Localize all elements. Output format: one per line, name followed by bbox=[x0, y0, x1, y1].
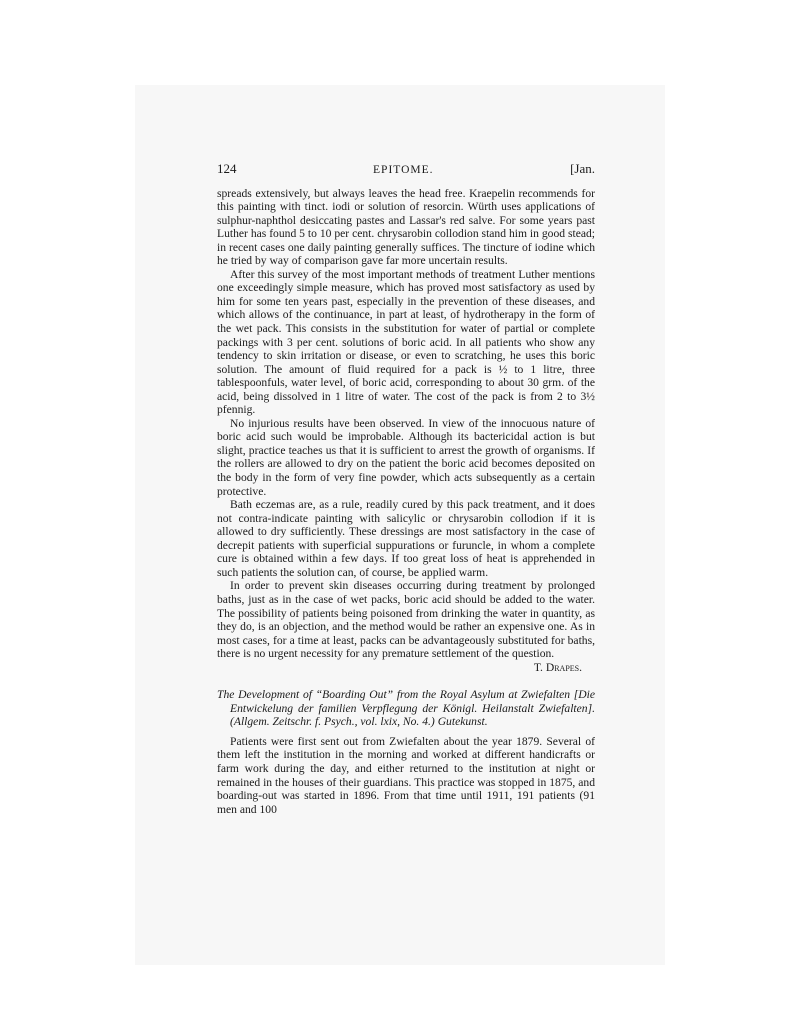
paragraph: Bath eczemas are, as a rule, readily cured by this pack treatment, and it does not contra-indicate painting with salicylic or chrysarobin collodion if it is allowed to dry sufficiently. These dressings are most satisfactory in the case of decrepit patients with superficial suppurations or furuncle, in whom a complete cure is obtained within a few days. If too great loss of heat is apprehended in such patients the solution can, of course, be applied warm. bbox=[217, 498, 595, 579]
paragraph: After this survey of the most important methods of treatment Luther mentions one exceedingly simple measure, which has proved most satisfactory as used by him for some ten years past, especially in the prevention of these diseases, and which allows of the continuance, in part at least, of hydrotherapy in the form of the wet pack. This consists in the substitution for water of partial or complete packings with 3 per cent. solutions of boric acid. In all patients who show any tendency to skin irritation or disease, or even to scratching, he uses this boric solution. The amount of fluid required for a pack is ½ to 1 litre, three tablespoonfuls, water level, of boric acid, corresponding to about 30 grm. of the acid, being dissolved in 1 litre of water. The cost of the pack is from 2 to 3½ pfennig. bbox=[217, 267, 595, 417]
paragraph: spreads extensively, but always leaves the head free. Kraepelin recommends for this painting with tinct. iodi or solution of resorcin. Würth uses applications of sulphur-naphthol desiccating pastes and Lassar's red salve. For some years past Luther has found 5 to 10 per cent. chrysarobin collodion stand him in good stead; in recent cases one daily painting generally suffices. The tincture of iodine which he tried by way of comparison gave far more uncertain results. bbox=[217, 186, 595, 268]
paragraph: Patients were first sent out from Zwiefalten about the year 1879. Several of them left the institution in the morning and worked at different handicrafts or farm work during the day, and either returned to the institution at night or remained in the houses of their guardians. This practice was stopped in 1875, and boarding-out was started in 1896. From that time until 1911, 191 patients (91 men and 100 bbox=[217, 734, 595, 816]
date-marker: [Jan. bbox=[570, 161, 595, 176]
running-header bbox=[217, 162, 595, 178]
page-number: 124 bbox=[217, 161, 237, 176]
paragraph: No injurious results have been observed. In view of the innocuous nature of boric acid such would be improbable. Although its bactericidal action is but slight, practice teaches us that it is sufficient to arrest the growth of organisms. If the rollers are allowed to dry on the patient the boric acid becomes deposited on the body in the form of very fine powder, which acts subsequently as a certain protective. bbox=[217, 416, 595, 498]
running-title: EPITOME. bbox=[373, 164, 434, 176]
page-content bbox=[217, 162, 595, 816]
citation-author: Gutekunst. bbox=[437, 715, 488, 729]
article-citation bbox=[217, 688, 595, 729]
author-signature: T. Drapes. bbox=[533, 660, 582, 674]
citation-title: The Development of “Boarding Out” from the Royal Asylum at Zwiefalten [Die Entwickelung der familien Verpflegung der Königl. Heilanstalt Zwiefalten]. bbox=[217, 688, 595, 715]
paragraph: In order to prevent skin diseases occurring during treatment by prolonged baths, just as in the case of wet packs, boric acid should be added to the water. The possibility of patients being poisoned from drinking the water in quantity, as they do, is an objection, and the method would be rather an expensive one. As in most cases, for a time at least, packs can be advantageously substituted for baths, there is no urgent necessity for any premature settlement of the question. bbox=[217, 579, 595, 661]
citation-source: (Allgem. Zeitschr. f. Psych., vol. lxix, No. 4.) bbox=[230, 715, 435, 729]
